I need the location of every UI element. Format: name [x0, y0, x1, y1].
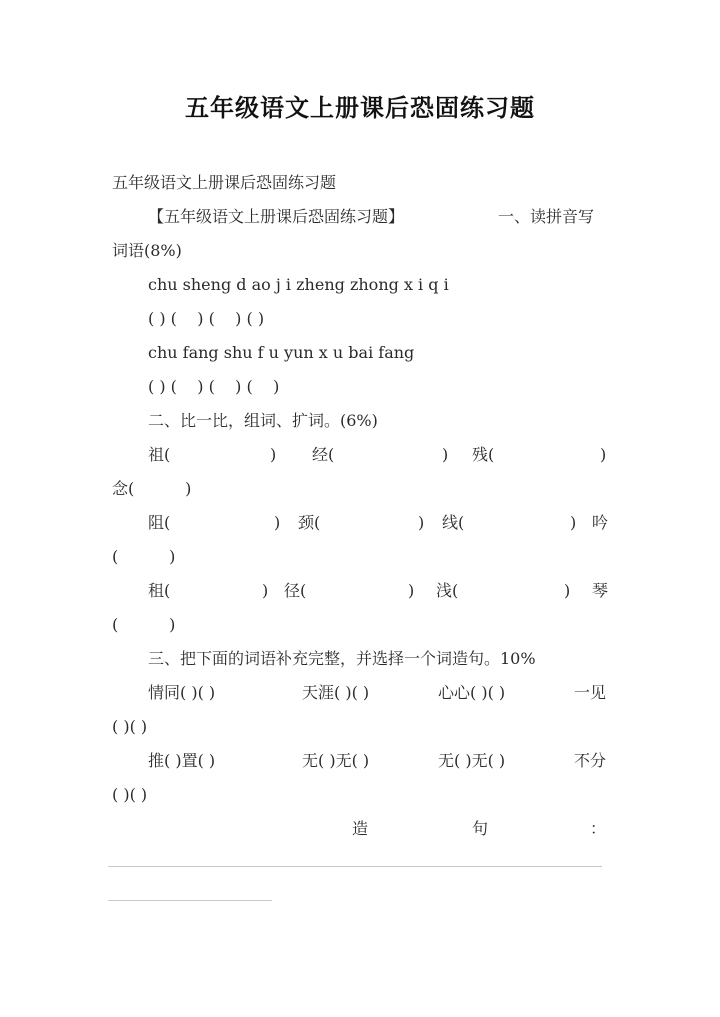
page-title: 五年级语文上册课后恐固练习题 [185, 94, 535, 122]
sentence-label-2: 句 [472, 819, 489, 838]
s3-row2-cont: ( )( ) [112, 785, 148, 804]
s3-row1-item-3: 心心( )( ) [438, 683, 506, 702]
section1-heading: 一、读拼音写 [498, 207, 595, 226]
s2-row3-b: 径( [284, 581, 307, 600]
s2-row2-cont: ( ) [112, 547, 176, 566]
sentence-label-1: 造 [352, 819, 369, 838]
s2-row1-b-close: ) [442, 445, 449, 464]
s3-row1-item-1: 情同( )( ) [148, 683, 216, 702]
s3-row2-item-4: 不分 [574, 751, 607, 770]
s3-row1-item-2: 天涯( )( ) [302, 683, 370, 702]
s2-row3-c: 浅( [436, 581, 459, 600]
s2-row3-c-close: ) [564, 581, 571, 600]
s2-row3-d: 琴 [592, 581, 609, 600]
s3-row1-item-4: 一见 [574, 683, 607, 702]
s2-row2-c-close: ) [570, 513, 577, 532]
s3-row2-item-3: 无( )无( ) [438, 751, 506, 770]
s2-row1-c-close: ) [600, 445, 607, 464]
blank-row-2: ( ) ( ) ( ) ( ) [148, 377, 280, 396]
section3-heading: 三、把下面的词语补充完整，并选择一个词造句。10% [148, 649, 536, 668]
section2-heading: 二、比一比，组词、扩词。(6%) [148, 411, 378, 430]
pinyin-row-1: chu sheng d ao j i zheng zhong x i q i [148, 275, 449, 294]
s2-row2-b-close: ) [418, 513, 425, 532]
s3-row2-item-1: 推( )置( ) [148, 751, 216, 770]
s3-row2-item-2: 无( )无( ) [302, 751, 370, 770]
sentence-label-3: ： [590, 819, 607, 838]
s2-row2-d: 吟 [592, 513, 609, 532]
s2-row1-a: 祖( [148, 445, 171, 464]
answer-line-1 [108, 866, 602, 867]
s2-row1-c: 残( [472, 445, 495, 464]
s2-row2-a-close: ) [274, 513, 281, 532]
s3-row1-cont: ( )( ) [112, 717, 148, 736]
pinyin-row-2: chu fang shu f u yun x u bai fang [148, 343, 415, 362]
s2-row2-b: 颈( [298, 513, 321, 532]
s2-row3-a: 租( [148, 581, 171, 600]
s2-row2-c: 线( [442, 513, 465, 532]
s2-row3-cont: ( ) [112, 615, 176, 634]
s2-row2-a: 阻( [148, 513, 171, 532]
s2-row1-b: 经( [312, 445, 335, 464]
section1-heading-cont: 词语(8%) [112, 241, 182, 260]
section1-bracket-title: 【五年级语文上册课后恐固练习题】 [148, 207, 405, 226]
subtitle: 五年级语文上册课后恐固练习题 [112, 173, 337, 192]
s2-row3-b-close: ) [408, 581, 415, 600]
s2-row1-a-close: ) [270, 445, 277, 464]
answer-line-2 [108, 900, 272, 901]
s2-row1-cont: 念( ) [112, 479, 192, 498]
s2-row3-a-close: ) [262, 581, 269, 600]
blank-row-1: ( ) ( ) ( ) ( ) [148, 309, 265, 328]
